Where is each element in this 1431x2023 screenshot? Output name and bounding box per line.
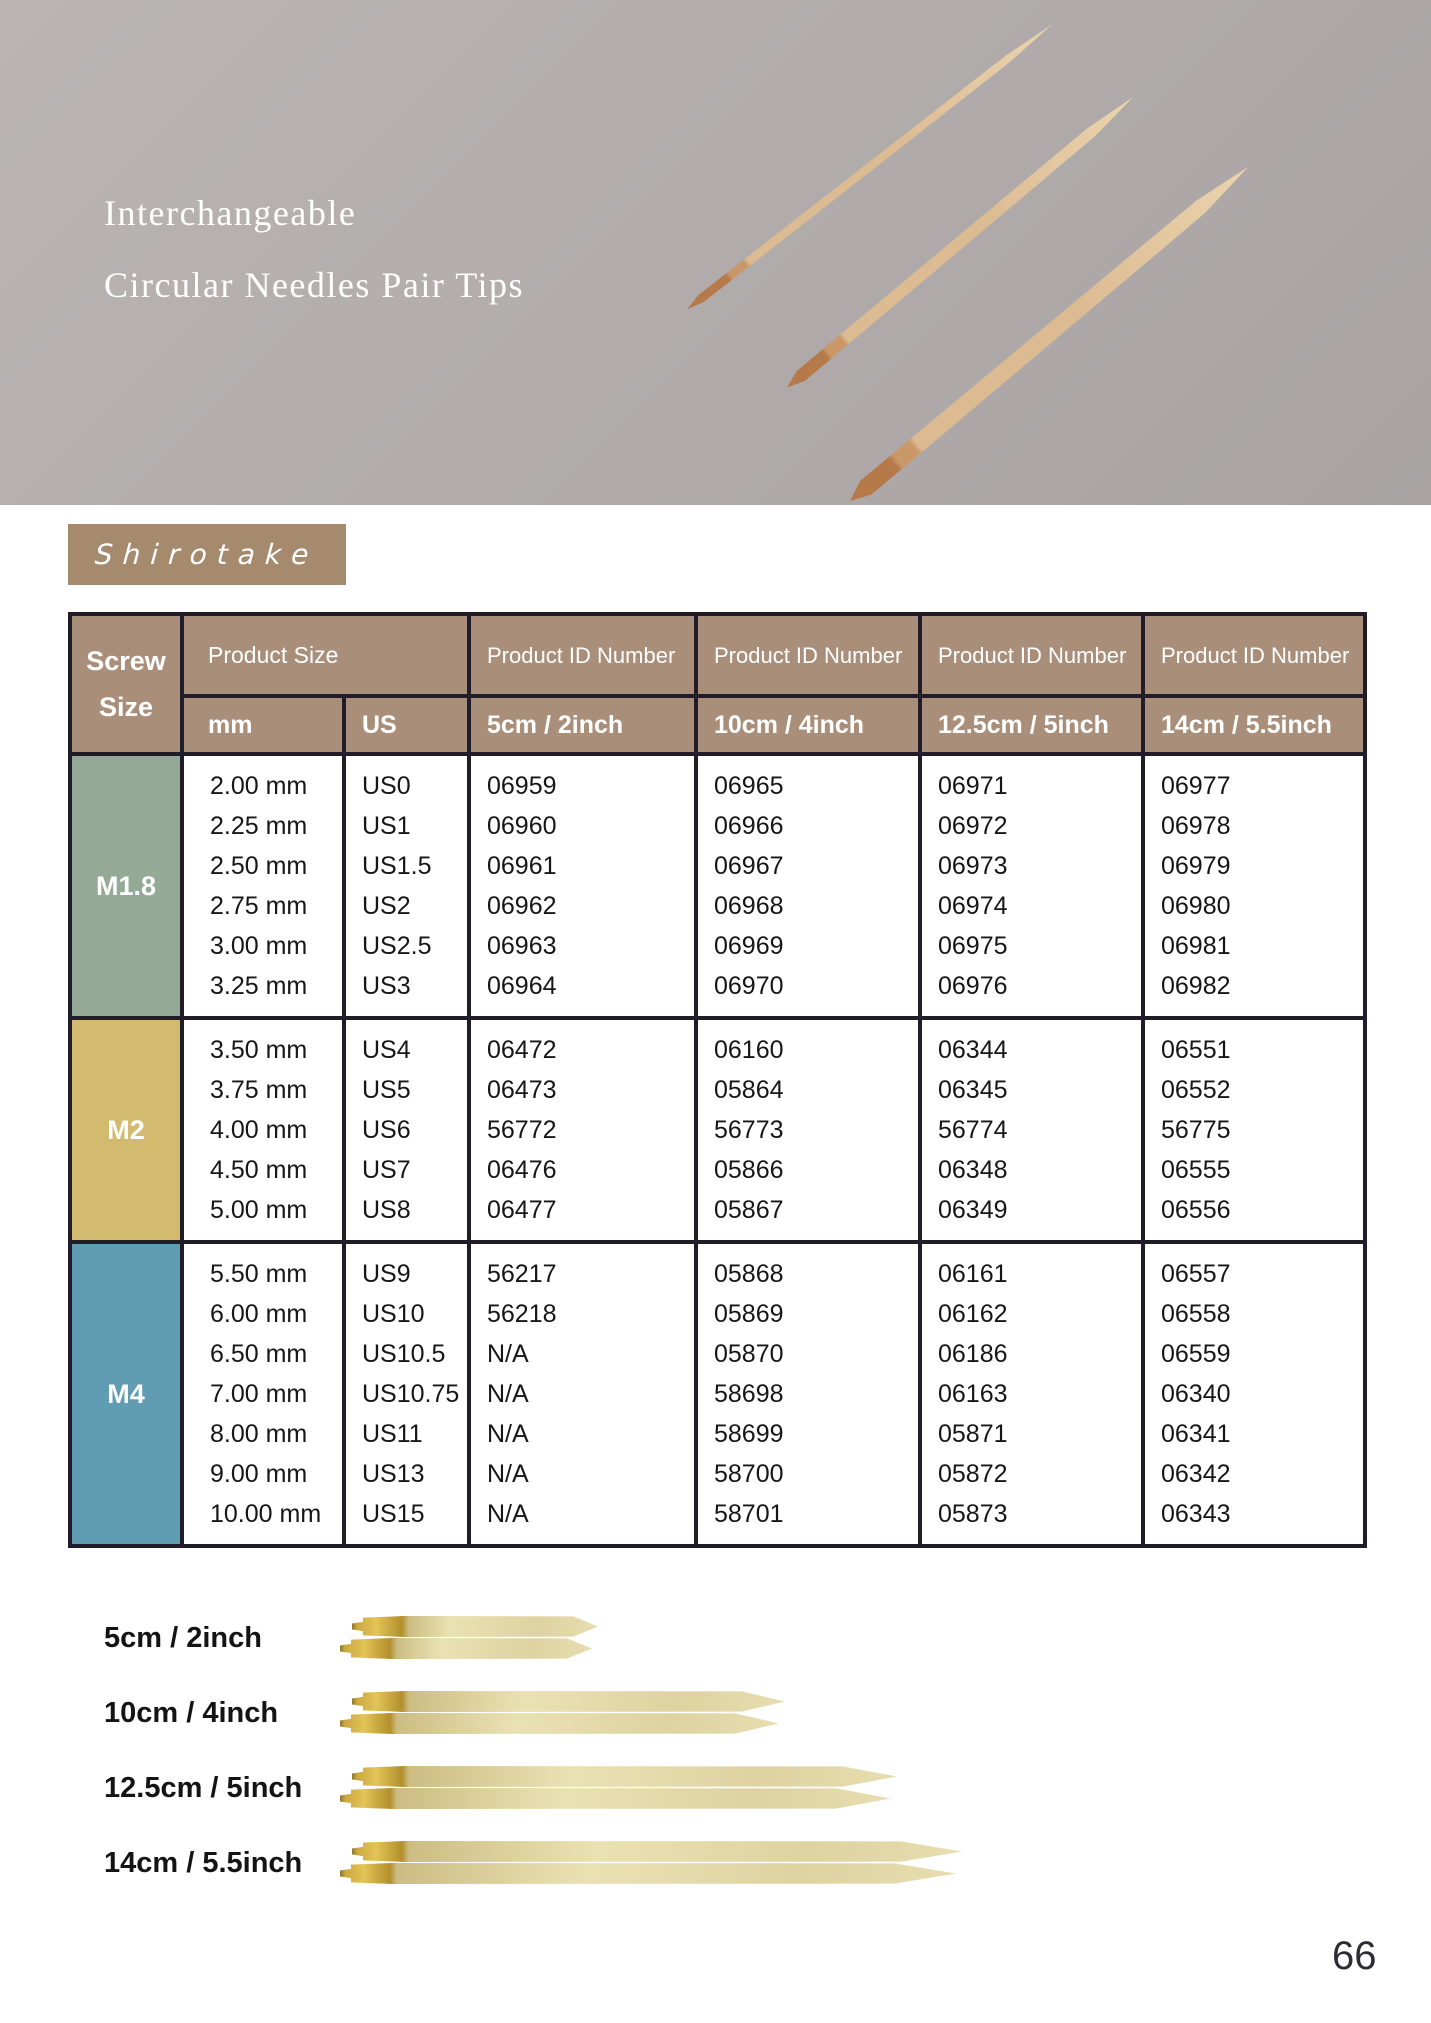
table-value: 06558 [1161,1300,1231,1328]
table-value: 06966 [714,812,784,840]
table-value: 2.25 mm [210,812,308,840]
needle-top [352,1691,785,1712]
table-value: 06977 [1161,772,1231,800]
id-10cm-cell [696,1242,920,1546]
table-value: US10.75 [362,1380,460,1408]
page-number: 66 [1332,1934,1377,1978]
section-m4 [70,1242,1365,1546]
table-value: 58699 [714,1420,784,1448]
table-value: US2.5 [362,932,432,960]
table-value: 8.00 mm [210,1420,308,1448]
table-value: 05871 [938,1420,1008,1448]
table-value: US4 [362,1036,411,1064]
table-value: 06476 [487,1156,557,1184]
table-value: 06556 [1161,1196,1231,1224]
table-value: 06477 [487,1196,557,1224]
table-value: US3 [362,972,411,1000]
legend-label: 12.5cm / 5inch [104,1772,303,1804]
screw-size-label: M2 [70,1018,182,1242]
table-value: 05867 [714,1196,784,1224]
table-value: 06161 [938,1260,1008,1288]
us-cell [344,1242,469,1546]
header-screw-size: Screw Size [70,614,182,754]
brand-name: Shirotake [94,538,320,571]
header-us: US [344,696,469,754]
header-product-size: Product Size [182,614,469,696]
table-value: 05870 [714,1340,784,1368]
needle-pair-image [340,1615,598,1661]
table-value: US2 [362,892,411,920]
table-value: 05869 [714,1300,784,1328]
table-value: 06343 [1161,1500,1231,1528]
needle-pair-image [340,1840,962,1886]
table-value: 06160 [714,1036,784,1064]
needle-photo-3 [844,160,1254,505]
legend-label: 14cm / 5.5inch [104,1847,303,1879]
table-value: 5.00 mm [210,1196,308,1224]
table-value: US1 [362,812,411,840]
us-cell [344,1018,469,1242]
table-value: US5 [362,1076,411,1104]
table-value: US15 [362,1500,425,1528]
page-title-line2: Circular Needles Pair Tips [104,265,524,305]
header-product-id-4: Product ID Number [1143,614,1365,696]
hero-photo [0,0,1431,505]
section-m1-8 [70,754,1365,1018]
table-value: 06959 [487,772,557,800]
id-10cm-cell [696,754,920,1018]
section-m2 [70,1018,1365,1242]
needle-bottom [340,1788,891,1809]
legend-label: 5cm / 2inch [104,1622,262,1654]
needle-bottom [340,1713,779,1734]
table-value: 58701 [714,1500,784,1528]
table-value: 06979 [1161,852,1231,880]
id-5cm-cell [469,754,696,1018]
id-10cm-cell [696,1018,920,1242]
table-value: 4.50 mm [210,1156,308,1184]
table-value: 06962 [487,892,557,920]
needle-bottom [340,1863,956,1884]
header-length-14cm: 14cm / 5.5inch [1143,696,1365,754]
header-product-id-1: Product ID Number [469,614,696,696]
id-14cm-cell [1143,1018,1365,1242]
table-value: 06472 [487,1036,557,1064]
table-value: 56217 [487,1260,557,1288]
needle-top [352,1766,897,1787]
table-value: 06341 [1161,1420,1231,1448]
page-title [104,192,524,306]
table-value: 06186 [938,1340,1008,1368]
us-cell [344,754,469,1018]
table-value: 06981 [1161,932,1231,960]
needle-top [352,1616,598,1637]
table-value: 9.00 mm [210,1460,308,1488]
needle-pair-image [340,1765,897,1811]
table-value: 58698 [714,1380,784,1408]
table-value: 56772 [487,1116,557,1144]
table-value: 06349 [938,1196,1008,1224]
table-value: 06982 [1161,972,1231,1000]
table-value: US0 [362,772,411,800]
header-length-10cm: 10cm / 4inch [696,696,920,754]
table-value: 4.00 mm [210,1116,308,1144]
table-value: 06970 [714,972,784,1000]
id-12-5cm-cell [920,754,1143,1018]
table-value: US11 [362,1420,423,1448]
table-value: 3.25 mm [210,972,308,1000]
table-value: US7 [362,1156,411,1184]
table-value: 58700 [714,1460,784,1488]
table-value: 06980 [1161,892,1231,920]
needle-pair-image [340,1690,785,1736]
table-value: 56218 [487,1300,557,1328]
table-value: 06340 [1161,1380,1231,1408]
table-value: 06968 [714,892,784,920]
table-value: US9 [362,1260,411,1288]
table-value: 06976 [938,972,1008,1000]
table-value: 06967 [714,852,784,880]
table-value: 3.00 mm [210,932,308,960]
table-value: 6.50 mm [210,1340,308,1368]
id-12-5cm-cell [920,1242,1143,1546]
table-value: US8 [362,1196,411,1224]
id-12-5cm-cell [920,1018,1143,1242]
table-value: N/A [487,1380,529,1408]
table-value: 06552 [1161,1076,1231,1104]
table-value: 06473 [487,1076,557,1104]
mm-cell [182,1242,344,1546]
table-value: 06961 [487,852,557,880]
needle-bottom [340,1638,592,1659]
table-value: 2.00 mm [210,772,308,800]
table-value: 06348 [938,1156,1008,1184]
brand-logo [68,524,346,585]
table-value: 06974 [938,892,1008,920]
table-value: 56773 [714,1116,784,1144]
table-value: N/A [487,1460,529,1488]
table-value: 06964 [487,972,557,1000]
header-length-12-5cm: 12.5cm / 5inch [920,696,1143,754]
table-value: 06555 [1161,1156,1231,1184]
table-value: US10 [362,1300,425,1328]
table-value: 05873 [938,1500,1008,1528]
header-length-5cm: 5cm / 2inch [469,696,696,754]
table-value: 06345 [938,1076,1008,1104]
table-value: 2.50 mm [210,852,308,880]
table-value: 06162 [938,1300,1008,1328]
table-value: N/A [487,1340,529,1368]
table-value: 06978 [1161,812,1231,840]
table-value: US6 [362,1116,411,1144]
screw-size-label: M4 [70,1242,182,1546]
table-value: 06971 [938,772,1008,800]
table-value: N/A [487,1500,529,1528]
table-value: 06344 [938,1036,1008,1064]
mm-cell [182,754,344,1018]
header-product-id-3: Product ID Number [920,614,1143,696]
table-value: 7.00 mm [210,1380,308,1408]
table-value: N/A [487,1420,529,1448]
table-value: 10.00 mm [210,1500,322,1528]
header-product-id-2: Product ID Number [696,614,920,696]
table-value: 06551 [1161,1036,1231,1064]
table-value: US13 [362,1460,425,1488]
table-value: 06963 [487,932,557,960]
table-value: 06163 [938,1380,1008,1408]
table-value: 06559 [1161,1340,1231,1368]
id-14cm-cell [1143,754,1365,1018]
table-value: 2.75 mm [210,892,308,920]
table-value: 56774 [938,1116,1008,1144]
table-value: 06960 [487,812,557,840]
table-value: 56775 [1161,1116,1231,1144]
table-value: 06973 [938,852,1008,880]
product-spec-table [68,612,1367,1548]
table-value: 05872 [938,1460,1008,1488]
table-value: 05866 [714,1156,784,1184]
id-14cm-cell [1143,1242,1365,1546]
id-5cm-cell [469,1242,696,1546]
needle-photo-2 [783,92,1138,392]
needle-top [352,1841,962,1862]
table-value: 05868 [714,1260,784,1288]
table-value: 06975 [938,932,1008,960]
table-value: 06557 [1161,1260,1231,1288]
table-value: US1.5 [362,852,432,880]
table-value: 6.00 mm [210,1300,308,1328]
header-mm: mm [182,696,344,754]
needle-photo-1 [684,21,1054,313]
mm-cell [182,1018,344,1242]
id-5cm-cell [469,1018,696,1242]
table-value: US10.5 [362,1340,446,1368]
table-value: 06342 [1161,1460,1231,1488]
table-value: 3.50 mm [210,1036,308,1064]
screw-size-label: M1.8 [70,754,182,1018]
page-title-line1: Interchangeable [104,193,357,233]
table-value: 05864 [714,1076,784,1104]
table-value: 3.75 mm [210,1076,308,1104]
table-value: 5.50 mm [210,1260,308,1288]
table-value: 06969 [714,932,784,960]
table-value: 06972 [938,812,1008,840]
legend-label: 10cm / 4inch [104,1697,279,1729]
table-value: 06965 [714,772,784,800]
